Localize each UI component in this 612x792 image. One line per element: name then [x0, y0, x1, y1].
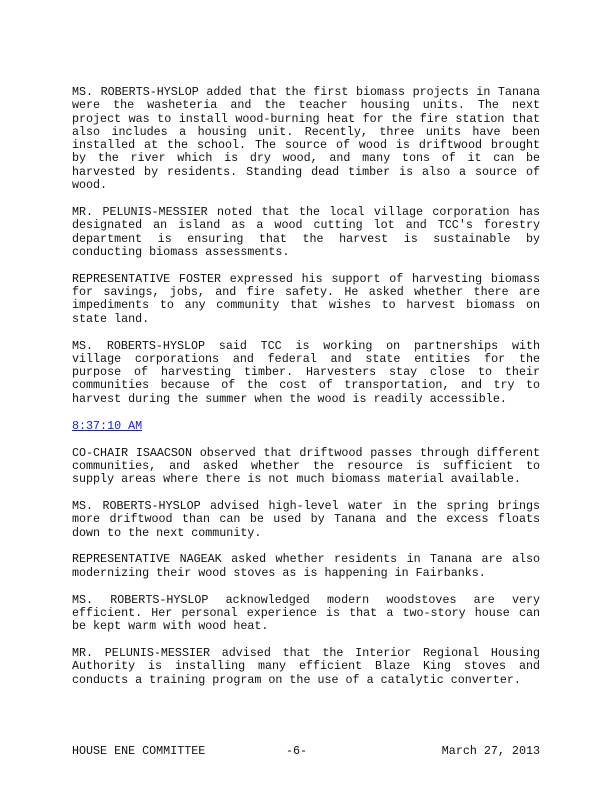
paragraph: REPRESENTATIVE NAGEAK asked whether residents in Tanana are also modernizing their wood stoves as is happening in Fairbanks.: [72, 552, 540, 580]
paragraph: MS. ROBERTS-HYSLOP added that the first biomass projects in Tanana were the washeteria and the teacher housing units. The next project was to install wood-burning heat for the fire station that also includes a housing unit. Recently, three units have been installed at the school. The source of wood is driftwood brought by the river which is dry wood, and many tons of it can be harvested by residents. Standing dead timber is also a source of wood.: [72, 85, 540, 193]
footer-date: March 27, 2013: [441, 744, 540, 758]
footer-page-number: -6-: [286, 744, 308, 758]
paragraph: MR. PELUNIS-MESSIER advised that the Interior Regional Housing Authority is installing many efficient Blaze King stoves and conducts a training program on the use of a catalytic converter.: [72, 646, 540, 687]
paragraph: CO-CHAIR ISAACSON observed that driftwood passes through different communities, and asked whether the resource is sufficient to supply areas where there is not much biomass material available.: [72, 445, 540, 487]
document-body: [72, 86, 540, 701]
paragraph: MS. ROBERTS-HYSLOP said TCC is working on partnerships with village corporations and federal and state entities for the purpose of harvesting timber. Harvesters stay close to their communities because of the cost of transportation, and try to harvest during the summer when the wood is readily accessible.: [72, 338, 540, 406]
paragraph: REPRESENTATIVE FOSTER expressed his support of harvesting biomass for savings, jobs, and fire safety. He asked whether there are impediments to any community that wishes to harvest biomass on state land.: [72, 271, 540, 326]
footer-committee: HOUSE ENE COMMITTEE: [72, 744, 206, 758]
paragraph: MS. ROBERTS-HYSLOP advised high-level water in the spring brings more driftwood than can be used by Tanana and the excess floats down to the next community.: [72, 498, 540, 540]
paragraph: MS. ROBERTS-HYSLOP acknowledged modern woodstoves are very efficient. Her personal experience is that a two-story house can be kept warm with wood heat.: [72, 592, 540, 634]
paragraph: MR. PELUNIS-MESSIER noted that the local village corporation has designated an island as a wood cutting lot and TCC's forestry department is ensuring that the harvest is sustainable by conducting biomass assessments.: [72, 204, 540, 259]
timestamp-link[interactable]: 8:37:10 AM: [72, 418, 143, 433]
